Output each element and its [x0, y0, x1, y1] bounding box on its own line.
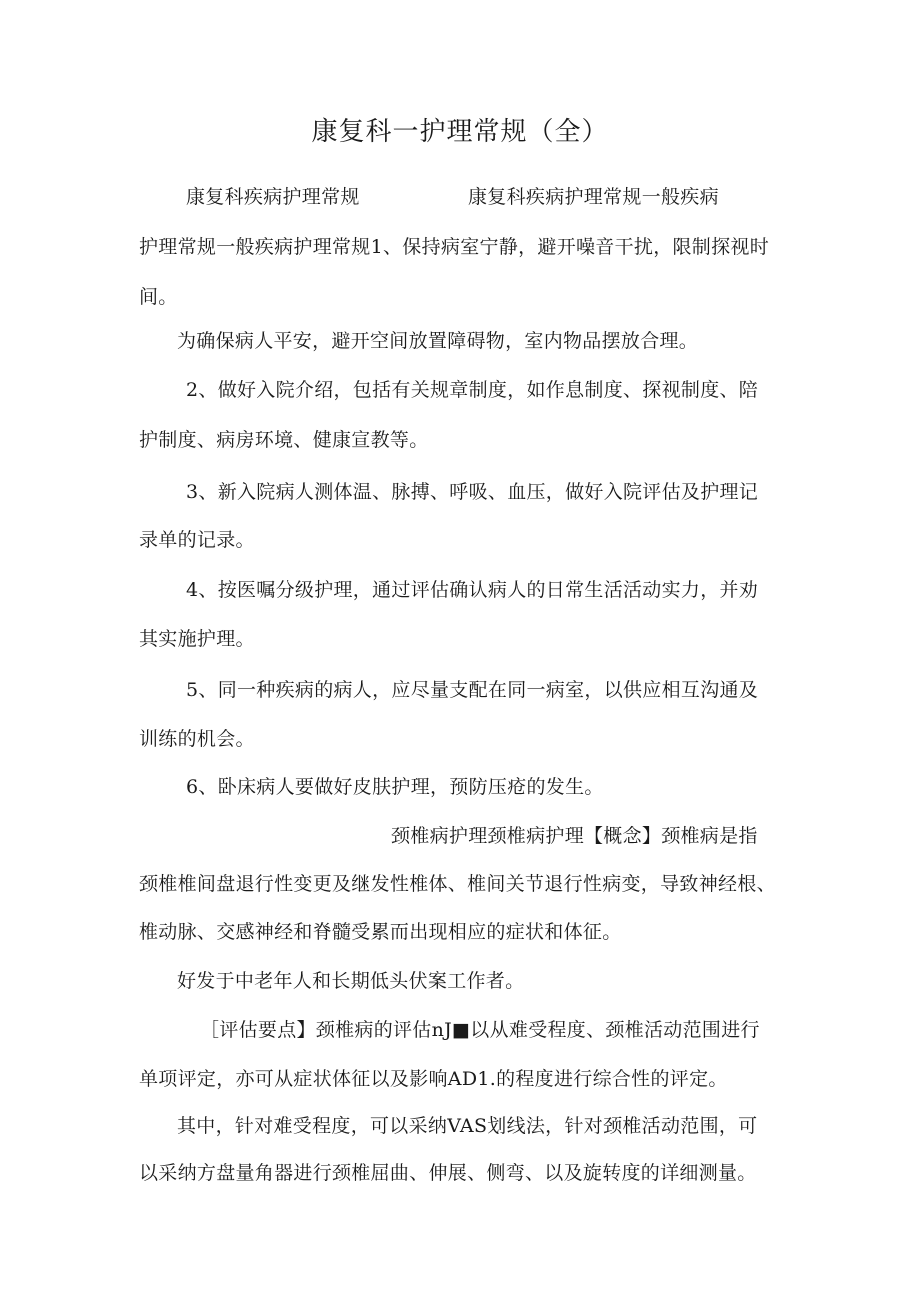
- text-line: 颈椎病护理颈椎病护理【概念】颈椎病是指: [391, 825, 758, 847]
- text-line: 其实施护理。: [139, 628, 255, 650]
- text-line: 其中，针对难受程度，可以采纳VAS划线法，针对颈椎活动范围，可: [177, 1115, 758, 1137]
- text-line: 以采纳方盘量角器进行颈椎屈曲、伸展、侧弯、以及旋转度的详细测量。: [139, 1162, 757, 1184]
- text-line: 好发于中老年人和长期低头伏案工作者。: [177, 970, 525, 992]
- text-line: 3、新入院病人测体温、脉搏、呼吸、血压，做好入院评估及护理记: [186, 481, 759, 503]
- text-line: 录单的记录。: [139, 529, 255, 551]
- text-line: 护理常规一般疾病护理常规1、保持病室宁静，避开噪音干扰，限制探视时: [139, 236, 769, 258]
- text-line: 颈椎椎间盘退行性变更及继发性椎体、椎间关节退行性病变，导致神经根、: [139, 873, 776, 895]
- text-line: 康复科疾病护理常规一般疾病: [468, 186, 719, 208]
- text-line: 训练的机会。: [139, 728, 255, 750]
- text-line: 椎动脉、交感神经和脊髓受累而出现相应的症状和体征。: [139, 921, 622, 943]
- text-line: 4、按医嘱分级护理，通过评估确认病人的日常生活活动实力，并劝: [186, 579, 759, 601]
- document-title: 康复科一护理常规（全）: [311, 117, 609, 147]
- text-line: 间。: [139, 286, 178, 308]
- text-line: ［评估要点】颈椎病的评估nJ■以从难受程度、颈椎活动范围进行: [200, 1019, 760, 1041]
- text-line: 康复科疾病护理常规: [186, 186, 360, 208]
- text-line: 为确保病人平安，避开空间放置障碍物，室内物品摆放合理。: [177, 330, 699, 352]
- text-line: 单项评定，亦可从症状体征以及影响AD1.的程度进行综合性的评定。: [139, 1068, 728, 1090]
- text-line: 5、同一种疾病的病人，应尽量支配在同一病室，以供应相互沟通及: [186, 679, 759, 701]
- text-line: 护制度、病房环境、健康宣教等。: [139, 429, 429, 451]
- text-line: 2、做好入院介绍，包括有关规章制度，如作息制度、探视制度、陪: [186, 379, 759, 401]
- text-line: 6、卧床病人要做好皮肤护理，预防压疮的发生。: [186, 776, 604, 798]
